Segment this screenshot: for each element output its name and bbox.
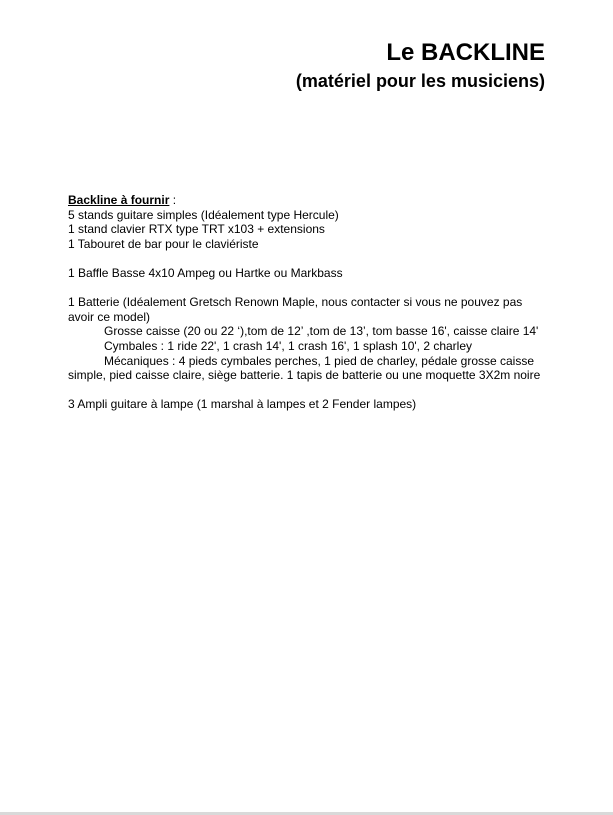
list-item-bar-stool: 1 Tabouret de bar pour le claviériste: [68, 236, 259, 251]
spacer: [68, 281, 548, 296]
hardware-detail: Mécaniques : 4 pieds cymbales perches, 1 pied de charley, pédale grosse caisse simple, pied caisse claire, siège batterie. 1 tapis de batterie ou une moquette 3X2m noire: [68, 353, 541, 383]
section-heading-suffix: :: [169, 193, 177, 207]
list-item-drum-kit: 1 Batterie (Idéalement Gretsch Renown Maple, nous contacter si vous ne pouvez pas avoir ce model): [68, 295, 523, 324]
list-item-bass-cab: 1 Baffle Basse 4x10 Ampeg ou Hartke ou Markbass: [68, 265, 343, 280]
spacer: [68, 251, 548, 266]
page-subtitle: (matériel pour les musiciens): [295, 71, 545, 91]
list-item-keyboard-stand: 1 stand clavier RTX type TRT x103 + extensions: [68, 222, 325, 237]
spacer: [68, 383, 548, 398]
section-heading: Backline à fournir: [68, 193, 170, 207]
backline-section: [68, 193, 548, 412]
document-title: [296, 38, 545, 93]
list-item-guitar-stands: 5 stands guitare simples (Idéalement type Hercule): [68, 207, 339, 222]
list-item-guitar-amps: 3 Ampli guitare à lampe (1 marshal à lampes et 2 Fender lampes): [68, 397, 417, 412]
cymbals-detail: Cymbales : 1 ride 22', 1 crash 14', 1 crash 16', 1 splash 10', 2 charley: [104, 338, 473, 353]
page-title: Le BACKLINE: [386, 39, 545, 66]
drum-shells-detail: Grosse caisse (20 ou 22 ‘),tom de 12’ ,tom de 13’, tom basse 16', caisse claire 14': [104, 324, 539, 339]
section-heading-line: [68, 193, 548, 208]
